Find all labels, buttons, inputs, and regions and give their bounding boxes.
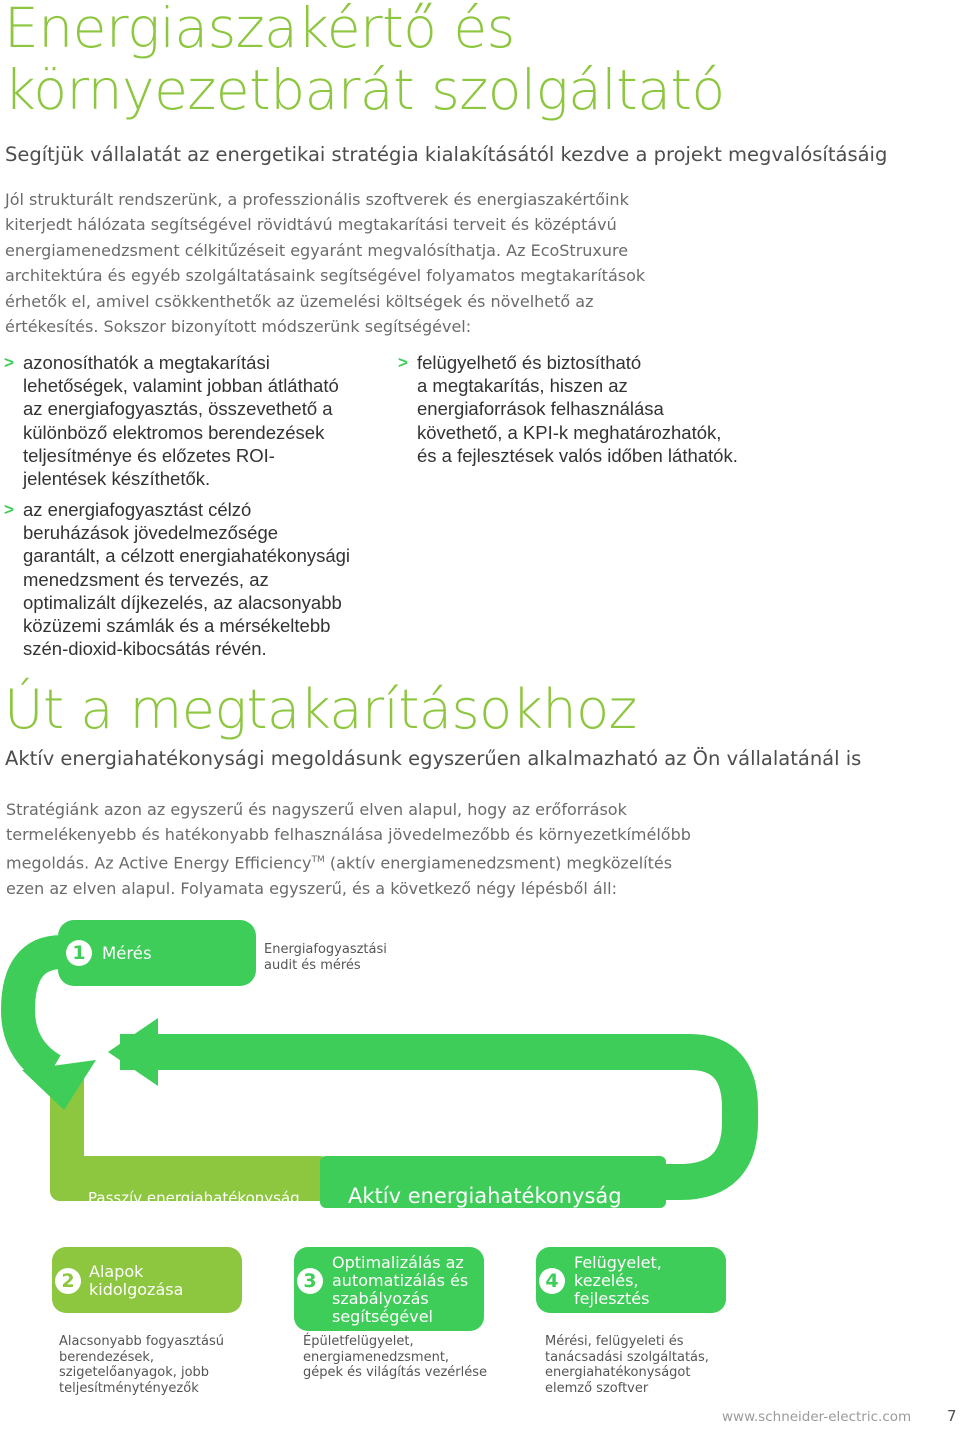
footer-url[interactable]: www.schneider-electric.com: [722, 1409, 912, 1425]
active-label: Aktív energiahatékonyság: [348, 1184, 622, 1208]
passive-label: Passzív energiahatékonyság: [88, 1189, 300, 1207]
step2-label: Alapok kidolgozása: [89, 1262, 184, 1299]
page-title-line-1: Energiaszakértő és: [4, 0, 515, 60]
step1-description: Energiafogyasztási audit és mérés: [264, 942, 387, 973]
bullet-marker: >: [4, 500, 14, 519]
section-title: Út a megtakarításokhoz: [4, 678, 637, 741]
step2-number: 2: [55, 1268, 81, 1294]
step3-description: Épületfelügyelet, energiamenedzsment, gépek és világítás vezérlése: [303, 1334, 488, 1380]
section-subtitle: Aktív energiahatékonysági megoldásunk egyszerűen alkalmazható az Ön vállalatánál is: [5, 747, 862, 770]
bullet-item: az energiafogyasztást célzó beruházások jövedelmezősége garantált, a célzott energiahatékonysági menedzsment és tervezés, az optimalizált díjkezelés, az alacsonyabb közüzemi számlák és a mérsékeltebb szén-dioxid-kibocsátás révén.: [23, 499, 351, 660]
bullet-marker: >: [398, 353, 408, 372]
page-number: 7: [947, 1407, 957, 1425]
page-title-line-2: környezetbarát szolgáltató: [4, 58, 725, 122]
return-arrow-head: [108, 1018, 158, 1086]
intro-paragraph: Jól strukturált rendszerünk, a professzionális szoftverek és energiaszakértőink kiterjedt hálózata segítségével rövidtávú megtakarítási terveit és középtávú energiamenedzsment célkitűzéseit egyaránt megvalósíthatja. Az EcoStruxure architektúra és egyéb szolgáltatásaink segítségével folyamatos megtakarítások érhetők el, amivel csökkenthetők az üzemelési költségek és növelhető az értékesítés. Sokszor bizonyított módszerünk segítségével:: [5, 190, 646, 337]
bullet-item: azonosíthatók a megtakarítási lehetőségek, valamint jobban átlátható az energiafogyasztás, összevethető a különböző elektromos berendezések teljesítménye és előzetes ROI- jelentések készíthetők.: [23, 352, 339, 490]
trademark: TM: [311, 854, 325, 865]
strategy-paragraph: Stratégiánk azon az egyszerű és nagyszerű elven alapul, hogy az erőforrások termelékenyebb és hatékonyabb felhasználása jövedelmezőbb és környezetkímélőbb megoldás. Az Active Energy Efficiency™ (aktív energiamenedzsment) megközelítés ezen az elven alapul. Folyamata egyszerű, és a következő négy lépésből áll:: [6, 800, 691, 898]
bullet-marker: >: [4, 353, 14, 372]
bullet-item: felügyelhető és biztosítható a megtakarítás, hiszen az energiaforrások felhasználása követhető, a KPI-k meghatározhatók, és a fejlesztések valós időben láthatók.: [417, 352, 738, 466]
step1-label: Mérés: [102, 944, 152, 963]
step2-description: Alacsonyabb fogyasztású berendezések, szigetelőanyagok, jobb teljesítménytényezők: [59, 1334, 224, 1396]
step3-label: Optimalizálás az automatizálás és szabályozás segítségével: [332, 1253, 469, 1326]
step3-number: 3: [297, 1268, 323, 1294]
step4-number: 4: [539, 1268, 565, 1294]
section-subtitle: Segítjük vállalatát az energetikai stratégia kialakításától kezdve a projekt megvalósításáig: [5, 143, 888, 166]
step1-number: 1: [66, 940, 92, 966]
start-loop: [18, 952, 62, 1070]
step4-label: Felügyelet, kezelés, fejlesztés: [574, 1253, 662, 1308]
step4-description: Mérési, felügyeleti és tanácsadási szolgáltatás, energiahatékonyságot elemző szoftver: [545, 1334, 709, 1396]
